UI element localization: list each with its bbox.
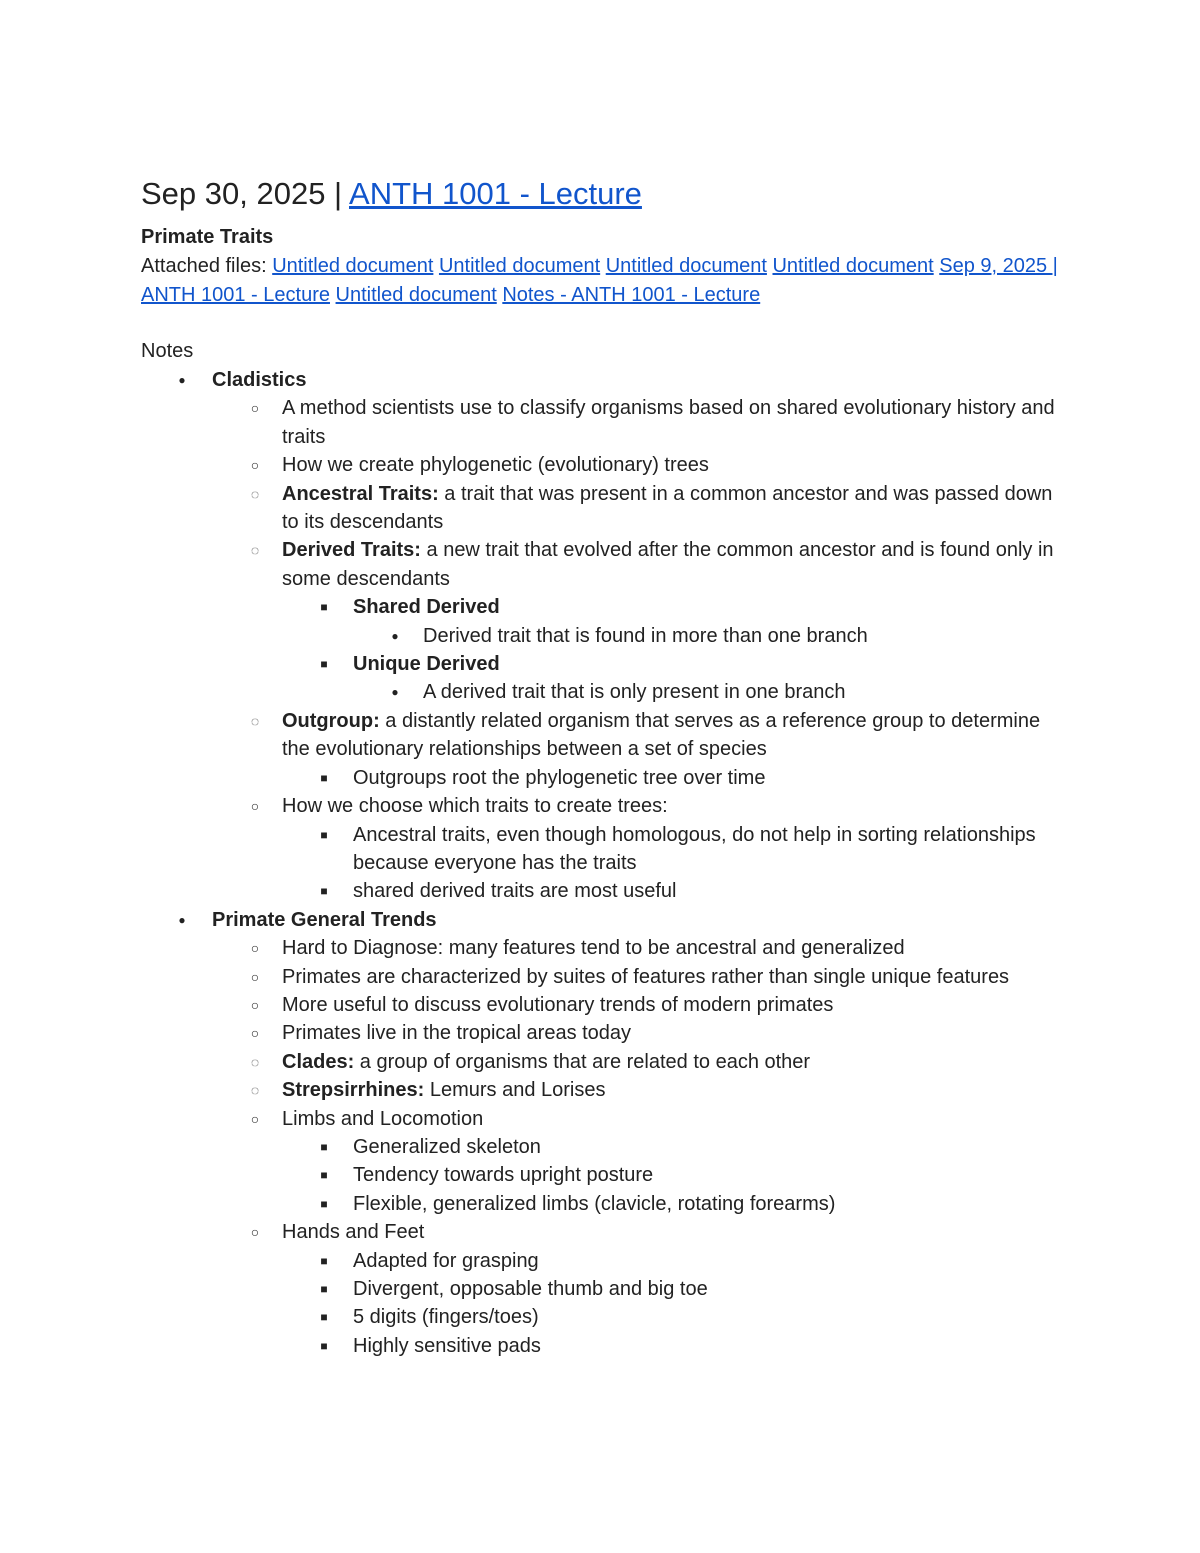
list-item: [0, 1275, 1063, 1303]
attached-file-link[interactable]: Untitled document: [438, 255, 601, 277]
square-bullet-icon: [313, 1332, 335, 1360]
list-item-text: How we create phylogenetic (evolutionary) trees: [282, 454, 709, 477]
list-item-text: Derived trait that is found in more than one branch: [423, 624, 868, 647]
list-item: [0, 593, 1063, 621]
list-item-term: Ancestral Traits:: [282, 482, 439, 505]
attached-file-link[interactable]: Untitled document: [272, 255, 434, 277]
list-item: [0, 991, 1062, 1019]
list-item-text: a group of organisms that are related to each other: [354, 1050, 811, 1073]
list-item-term: Cladistics: [212, 369, 307, 391]
circle-bullet-icon: [244, 792, 266, 821]
list-item-text: 5 digits (fingers/toes): [353, 1306, 539, 1329]
list-item-text: Generalized skeleton: [353, 1135, 541, 1158]
list-item: [0, 906, 1062, 934]
list-item: [0, 1019, 1062, 1047]
title-date: Sep 30, 2025 |: [141, 176, 350, 211]
list-item: [0, 934, 1062, 962]
attached-file-link[interactable]: Untitled document: [605, 255, 767, 277]
square-bullet-icon: [313, 821, 335, 849]
list-item: [0, 707, 1062, 764]
list-item: [0, 1218, 1062, 1246]
list-item: [0, 792, 1062, 820]
list-item-term: Strepsirrhines:: [282, 1079, 425, 1102]
list-item-text: A method scientists use to classify organisms based on shared evolutionary history and traits: [282, 397, 1055, 448]
notes-heading: Notes: [141, 340, 194, 362]
list-item-text: Outgroups root the phylogenetic tree over time: [353, 766, 766, 789]
square-bullet-icon: [313, 1247, 335, 1275]
list-item-term: Clades:: [282, 1050, 355, 1073]
list-item: [0, 1161, 1063, 1189]
list-item-text: Hard to Diagnose: many features tend to be ancestral and generalized: [282, 937, 905, 960]
circle-bullet-icon: [244, 991, 266, 1020]
attached-files: [141, 252, 1061, 309]
page-title: [141, 174, 642, 214]
list-item-text: More useful to discuss evolutionary trends of modern primates: [282, 993, 834, 1016]
square-bullet-icon: [313, 593, 335, 621]
list-item: [0, 678, 1063, 706]
square-bullet-icon: [313, 1161, 335, 1189]
list-item-text: Limbs and Locomotion: [282, 1107, 484, 1130]
list-item-term: Outgroup:: [282, 709, 380, 732]
list-item: [0, 877, 1063, 905]
list-item: [0, 1332, 1063, 1360]
square-bullet-icon: [313, 764, 335, 792]
square-bullet-icon: [313, 1190, 335, 1218]
dotted-bullet-icon: [244, 480, 266, 509]
list-item-text: Ancestral traits, even though homologous, do not help in sorting relationships because everyone has the traits: [353, 823, 1036, 874]
circle-bullet-icon: [244, 963, 266, 992]
attached-file-link[interactable]: Notes - ANTH 1001 - Lecture: [502, 283, 761, 306]
list-item: [0, 451, 1062, 479]
list-item: [0, 1076, 1062, 1104]
attached-file-link[interactable]: Untitled document: [335, 283, 497, 306]
list-item: [0, 650, 1063, 678]
attached-file-link[interactable]: Sep 9, 2025 | ANTH 1001 - Lecture: [141, 255, 1058, 306]
list-item: [0, 366, 1062, 394]
page-subtitle: Primate Traits: [141, 226, 274, 248]
list-item-text: Lemurs and Lorises: [424, 1079, 606, 1102]
circle-bullet-icon: [244, 394, 266, 423]
list-item-term: Derived Traits:: [282, 539, 421, 562]
dotted-bullet-icon: [244, 707, 266, 736]
list-item-term: Primate General Trends: [212, 908, 437, 931]
list-item-text: Primates live in the tropical areas today: [282, 1022, 632, 1045]
list-item-text: Tendency towards upright posture: [353, 1164, 654, 1187]
dotted-bullet-icon: [244, 1076, 266, 1105]
list-item-text: a new trait that evolved after the common ancestor and is found only in some descendants: [282, 539, 1054, 590]
square-bullet-icon: [313, 877, 335, 905]
list-item-text: Adapted for grasping: [353, 1249, 539, 1272]
dotted-bullet-icon: [244, 1048, 266, 1077]
square-bullet-icon: [313, 1275, 335, 1303]
square-bullet-icon: [313, 650, 335, 678]
list-item: [0, 480, 1062, 537]
list-item-text: a trait that was present in a common ancestor and was passed down to its descendants: [282, 482, 1053, 534]
attached-label: Attached files:: [141, 255, 273, 277]
list-item-text: shared derived traits are most useful: [353, 880, 677, 903]
list-item: [0, 622, 1063, 650]
square-bullet-icon: [313, 1303, 335, 1331]
list-item: [0, 1303, 1063, 1331]
list-item: [0, 1190, 1063, 1218]
list-item-text: Highly sensitive pads: [353, 1334, 541, 1357]
dotted-bullet-icon: [244, 536, 266, 565]
list-item: [0, 1247, 1063, 1275]
disc-bullet-icon: [171, 366, 193, 394]
circle-bullet-icon: [244, 934, 266, 963]
list-item-text: A derived trait that is only present in one branch: [423, 681, 846, 704]
square-bullet-icon: [313, 1133, 335, 1161]
circle-bullet-icon: [244, 1019, 266, 1048]
disc-bullet-icon: [171, 906, 193, 934]
disc-bullet-icon: [384, 678, 406, 706]
list-item-term: Unique Derived: [353, 653, 500, 676]
list-item-text: a distantly related organism that serves as a reference group to determine the evolutionary relationships between a set of species: [282, 709, 1041, 761]
list-item: [0, 394, 1062, 451]
list-item: [0, 1048, 1062, 1076]
list-item: [0, 821, 1063, 878]
list-item-text: Hands and Feet: [282, 1221, 425, 1244]
list-item-text: Flexible, generalized limbs (clavicle, rotating forearms): [353, 1192, 836, 1215]
list-item-text: Primates are characterized by suites of features rather than single unique features: [282, 965, 1010, 988]
list-item: [0, 1133, 1063, 1161]
attached-file-link[interactable]: Untitled document: [772, 255, 934, 277]
list-item-text: Divergent, opposable thumb and big toe: [353, 1278, 708, 1300]
disc-bullet-icon: [384, 622, 406, 650]
list-item-text: How we choose which traits to create trees:: [282, 795, 668, 818]
list-item: [0, 963, 1062, 991]
list-item: [0, 764, 1063, 792]
title-link[interactable]: ANTH 1001 - Lecture: [349, 176, 642, 211]
notes-list: [0, 366, 1200, 1360]
list-item-term: Shared Derived: [353, 596, 500, 619]
list-item: [0, 536, 1062, 593]
circle-bullet-icon: [244, 1218, 266, 1247]
list-item: [0, 1105, 1062, 1133]
circle-bullet-icon: [244, 451, 266, 480]
circle-bullet-icon: [244, 1105, 266, 1134]
